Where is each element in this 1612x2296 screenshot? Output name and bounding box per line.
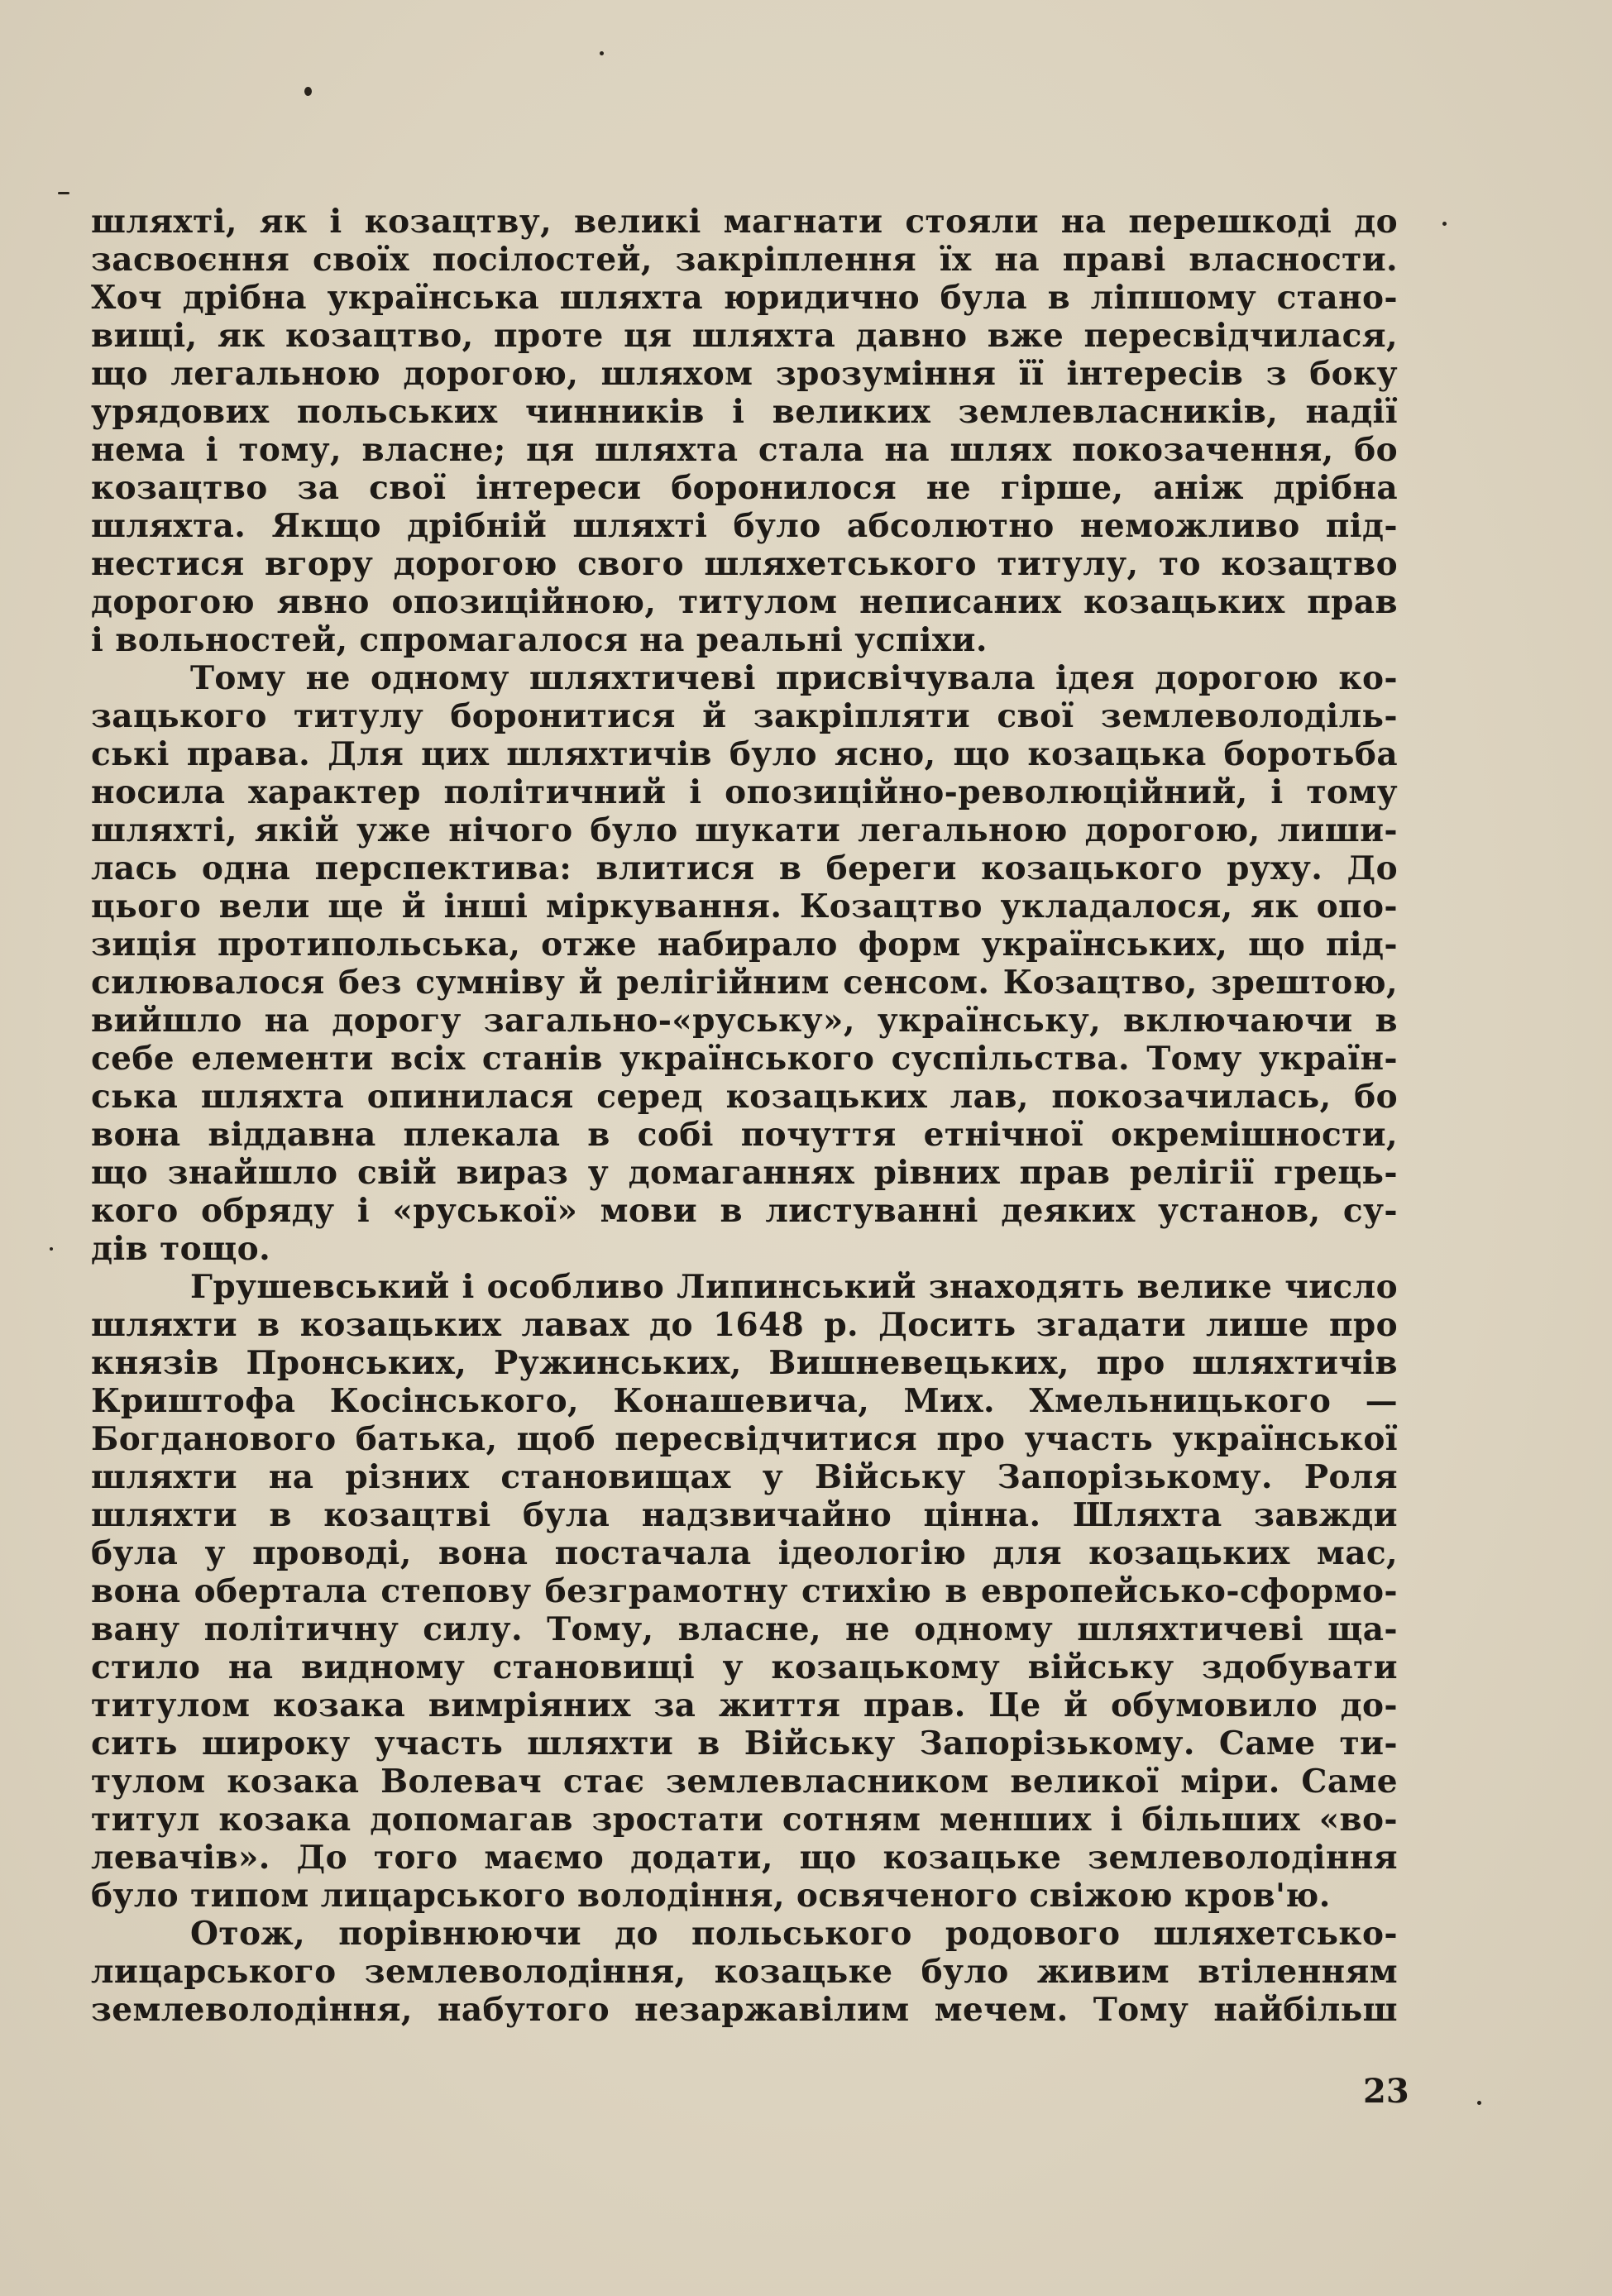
text-line: шляхті, як і козацтву, великі магнати стояли на перешкоді до — [91, 203, 1398, 241]
text-line: вищі, як козацтво, проте ця шляхта давно вже пересвідчилася, — [91, 317, 1398, 355]
text-line: козацтво за свої інтереси боронилося не гірше, аніж дрібна — [91, 469, 1398, 507]
ink-speck — [1477, 2101, 1481, 2105]
text-line: Криштофа Косінського, Конашевича, Мих. Хмельницького — — [91, 1382, 1398, 1420]
text-line: зацького титулу боронитися й закріпляти свої землеволоділь- — [91, 697, 1398, 735]
text-line: шляхти в козацьких лавах до 1648 р. Досить згадати лише про — [91, 1306, 1398, 1344]
ink-speck — [600, 51, 604, 55]
page-number: 23 — [1363, 2072, 1409, 2111]
text-line: стило на видному становищі у козацькому війську здобувати — [91, 1648, 1398, 1686]
text-line: Тому не одному шляхтичеві присвічувала ідея дорогою ко- — [190, 659, 1398, 697]
text-line: дорогою явно опозиційною, титулом неписаних козацьких прав — [91, 583, 1398, 621]
text-line: цього вели ще й інші міркування. Козацтво укладалося, як опо- — [91, 887, 1398, 926]
text-line: вона обертала степову безграмотну стихію в европейсько-сформо- — [91, 1572, 1398, 1610]
text-line: носила характер політичний і опозиційно-революційний, і тому — [91, 773, 1398, 811]
text-line: Богданового батька, щоб пересвідчитися про участь української — [91, 1420, 1398, 1458]
text-line: Грушевський і особливо Липинський знаходять велике число — [190, 1268, 1398, 1306]
text-line: дів тощо. — [91, 1230, 271, 1268]
text-line: вона віддавна плекала в собі почуття етнічної окремішности, — [91, 1116, 1398, 1154]
text-line: лась одна перспектива: влитися в береги козацького руху. До — [91, 849, 1398, 887]
text-line: левачів». До того маємо додати, що козацьке землеволодіння — [91, 1839, 1398, 1877]
text-line: титул козака допомагав зростати сотням менших і більших «во- — [91, 1801, 1398, 1839]
ink-speck — [50, 1247, 53, 1251]
text-line: шляхта. Якщо дрібній шляхті було абсолютно неможливо під- — [91, 507, 1398, 545]
text-line: землеволодіння, набутого незаржавілим мечем. Тому найбільш — [91, 1991, 1398, 2029]
text-line: нема і тому, власне; ця шляхта стала на шлях покозачення, бо — [91, 431, 1398, 469]
text-line: урядових польських чинників і великих землевласників, надії — [91, 393, 1398, 431]
text-line: сить широку участь шляхти в Війську Запорізькому. Саме ти- — [91, 1724, 1398, 1763]
text-line: кого обряду і «руської» мови в листуванні деяких установ, су- — [91, 1192, 1398, 1230]
text-line: вану політичну силу. Тому, власне, не одному шляхтичеві ща- — [91, 1610, 1398, 1648]
ink-speck — [58, 192, 69, 194]
text-line: князів Пронських, Ружинських, Вишневецьких, про шляхтичів — [91, 1344, 1398, 1382]
text-line: вийшло на дорогу загально-«руську», українську, включаючи в — [91, 1002, 1398, 1040]
text-line: себе елементи всіх станів українського суспільства. Тому україн- — [91, 1040, 1398, 1078]
text-line: що легальною дорогою, шляхом зрозуміння її інтересів з боку — [91, 355, 1398, 393]
text-line: шляхті, якій уже нічого було шукати легальною дорогою, лиши- — [91, 811, 1398, 849]
text-line: силювалося без сумніву й релігійним сенсом. Козацтво, зрештою, — [91, 964, 1398, 1002]
text-line: Отож, порівнюючи до польського родового шляхетсько- — [190, 1915, 1398, 1953]
body-text — [91, 203, 1398, 2029]
text-line: шляхти на різних становищах у Війську Запорізькому. Роля — [91, 1458, 1398, 1496]
text-line: лицарського землеволодіння, козацьке було живим втіленням — [91, 1953, 1398, 1991]
text-line: зиція протипольська, отже набирало форм українських, що під- — [91, 926, 1398, 964]
text-line: нестися вгору дорогою свого шляхетського титулу, то козацтво — [91, 545, 1398, 583]
text-line: і вольностей, спромагалося на реальні успіхи. — [91, 621, 988, 659]
text-line: титулом козака вимріяних за життя прав. Це й обумовило до- — [91, 1686, 1398, 1724]
ink-speck — [1442, 222, 1447, 226]
text-line: ські права. Для цих шляхтичів було ясно, що козацька боротьба — [91, 735, 1398, 773]
text-line: шляхти в козацтві була надзвичайно цінна. Шляхта завжди — [91, 1496, 1398, 1534]
ink-speck — [304, 87, 312, 96]
text-line: засвоєння своїх посілостей, закріплення їх на праві власности. — [91, 241, 1398, 279]
text-line: була у проводі, вона постачала ідеологію для козацьких мас, — [91, 1534, 1398, 1572]
text-line: Хоч дрібна українська шляхта юридично була в ліпшому стано- — [91, 279, 1398, 317]
text-line: ська шляхта опинилася серед козацьких лав, покозачилась, бо — [91, 1078, 1398, 1116]
text-line: було типом лицарського володіння, освяченого свіжою кров'ю. — [91, 1877, 1331, 1915]
text-line: що знайшло свій вираз у домаганнях рівних прав релігії грець- — [91, 1154, 1398, 1192]
text-line: тулом козака Волевач стає землевласником великої міри. Саме — [91, 1763, 1398, 1801]
